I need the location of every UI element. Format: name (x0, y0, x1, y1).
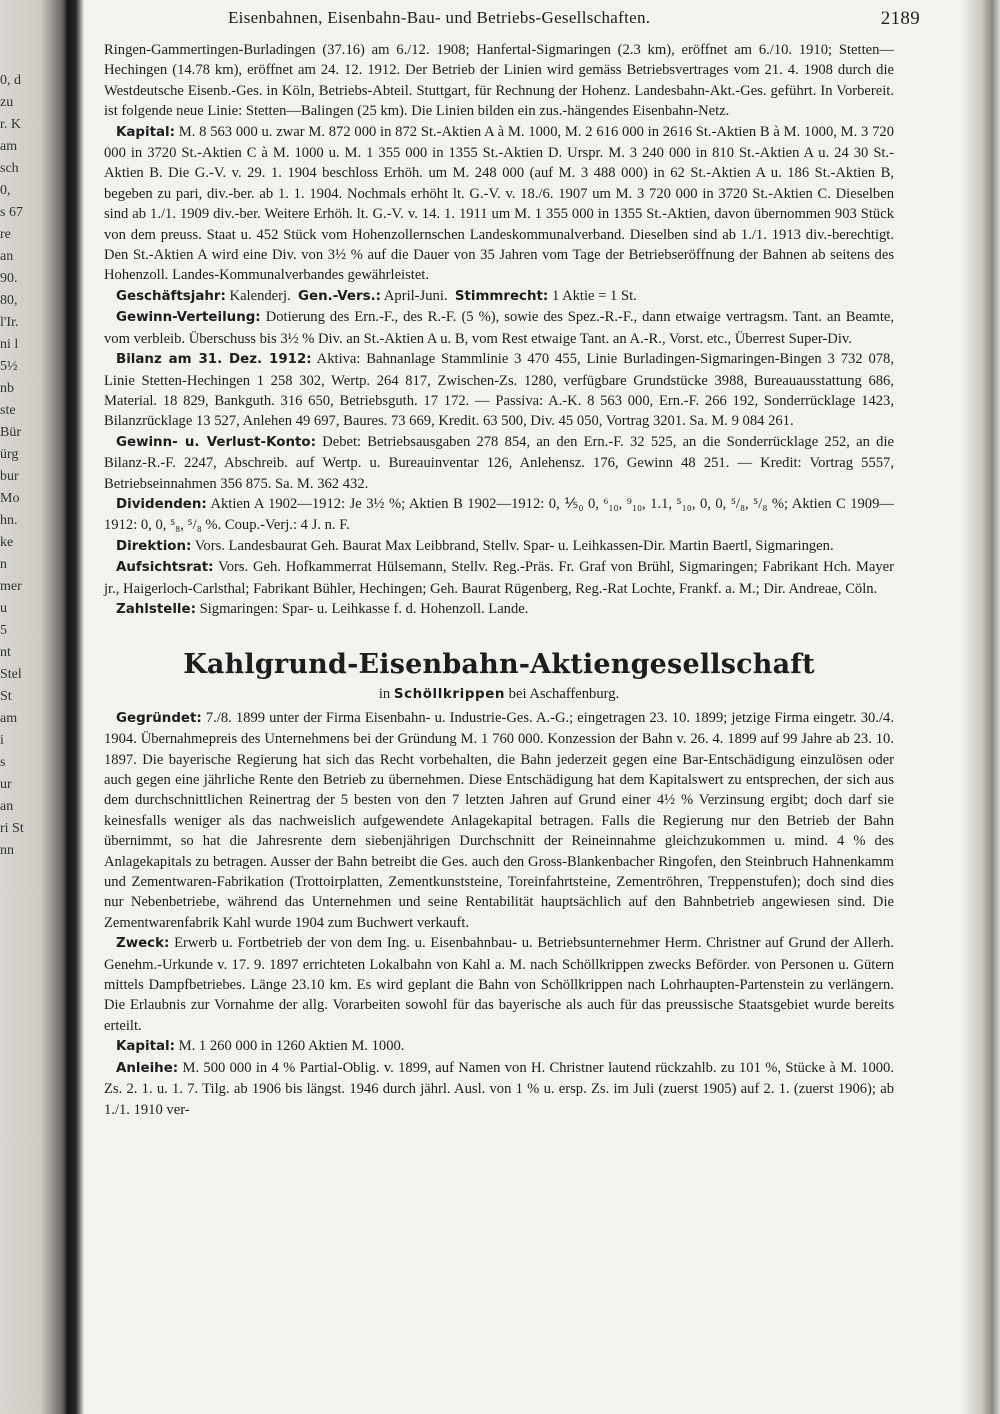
location-town: Schöllkrippen (393, 687, 506, 703)
page-number: 2189 (880, 8, 920, 29)
section1-zahlstelle (104, 599, 894, 620)
location-prefix: in (378, 686, 391, 703)
prev-column-fragment: s (0, 755, 6, 770)
previous-page-column-fragments (0, 70, 62, 1370)
div-text: Aktien A 1902—1912: Je 3½ %; Aktien B 1902—1912: 0, ⅕₀ 0, ⁶₁₀, ⁹₁₀, 1.1, ⁵₁₀, 0, 0, ⁵/₈, ⁵/₈ %; Aktien C 1909—1912: 0, 0, ⁵₈, ⁵/₈ %. Coup.-Verj.: 4 J. n. F. (104, 495, 894, 534)
prev-column-fragment: bur (0, 469, 19, 484)
prev-column-fragment: ke (0, 535, 14, 550)
prev-column-fragment: l'Ir. (0, 315, 19, 330)
page-right-edge (962, 0, 1000, 1414)
prev-column-fragment: ni l (0, 337, 19, 352)
zweck-label: Zweck: (116, 936, 170, 952)
gewinn-label: Gewinn-Verteilung: (116, 310, 261, 326)
zahl-text: Sigmaringen: Spar- u. Leihkasse f. d. Hohenzoll. Lande. (199, 600, 529, 617)
prev-column-fragment: r. K (0, 117, 21, 132)
company-location (104, 684, 894, 705)
section1-intro: Ringen-Gammertingen-Burladingen (37.16) am 6./12. 1908; Hanfertal-Sigmaringen (2.3 km), eröffnet am 6./10. 1910; Stetten—Hechingen (14.78 km), eröffnet am 24. 12. 1912. Der Betrieb der Linien wird gemäss Betriebsvertrages vom 21. 4. 1908 durch die Westdeutsche Eisenb.-Ges. in Köln, Betriebs-Abteil. Stuttgart, für Rechnung der Hohenz. Landesbahn-Akt.-Ges. geführt. In Vorbereit. ist folgende neue Linie: Stetten—Balingen (25 km). Die Linien bilden ein zus.-hängendes Eisenbahn-Netz. (104, 42, 894, 120)
section1-geschaeftsjahr (104, 286, 894, 307)
stimm-text: 1 Aktie = 1 St. (551, 287, 637, 304)
prev-column-fragment: hn. (0, 513, 18, 528)
section1-gewinn (104, 307, 894, 349)
kapital-label: Kapital: (116, 124, 175, 140)
section2-zweck (104, 933, 894, 1036)
prev-column-fragment: 0, (0, 183, 11, 198)
section2-anleihe (104, 1058, 894, 1120)
prev-column-fragment: 0, d (0, 73, 21, 88)
section1-bilanz (104, 349, 894, 432)
prev-column-fragment: 5½ (0, 359, 18, 374)
prev-column-fragment: nb (0, 381, 14, 396)
prev-column-fragment: ur (0, 777, 12, 792)
prev-column-fragment: re (0, 227, 11, 242)
anleihe-label: Anleihe: (116, 1060, 179, 1076)
location-suffix: bei Aschaffenburg. (508, 686, 620, 703)
bilanz-label: Bilanz am 31. Dez. 1912: (116, 352, 312, 368)
prev-column-fragment: nt (0, 645, 11, 660)
prev-column-fragment: s 67 (0, 205, 23, 220)
prev-column-fragment: ürg (0, 447, 19, 462)
prev-column-fragment: 5 (0, 623, 7, 638)
div-label: Dividenden: (116, 496, 207, 512)
anleihe-text: M. 500 000 in 4 % Partial-Oblig. v. 1899, auf Namen von H. Christner lautend rückzahlb. zu 101 %, Stücke à M. 1000. Zs. 2. 1. u. 1. 7. Tilg. ab 1906 bis längst. 1946 durch jährl. Ausl. von 1 % u. ersp. Zs. im Juli (zuerst 1905) auf 2. 1. (zuerst 1906); ab 1./1. 1910 ver- (104, 1059, 894, 1118)
kapital2-text: M. 1 260 000 in 1260 Aktien M. 1000. (178, 1038, 405, 1055)
prev-column-fragment: nn (0, 843, 14, 858)
prev-column-fragment: 90. (0, 271, 18, 286)
prev-column-fragment: zu (0, 95, 14, 110)
ar-label: Aufsichtsrat: (116, 560, 214, 576)
stimm-label: Stimmrecht: (454, 288, 549, 304)
gj-label: Geschäftsjahr: (116, 288, 226, 304)
prev-column-fragment: an (0, 799, 14, 814)
gv-text: April-Juni. (383, 287, 448, 304)
prev-column-fragment: ri St (0, 821, 24, 836)
running-header (100, 8, 930, 34)
prev-column-fragment: St (0, 689, 12, 704)
prev-column-fragment: sch (0, 161, 19, 176)
prev-column-fragment: 80, (0, 293, 18, 308)
company-title: Kahlgrund-Eisenbahn-Aktiengesellschaft (183, 649, 815, 681)
prev-column-fragment: ste (0, 403, 16, 418)
dir-label: Direktion: (116, 538, 192, 554)
section1-guv (104, 432, 894, 494)
dir-text: Vors. Landesbaurat Geh. Baurat Max Leibbrand, Stellv. Spar- u. Leihkassen-Dir. Martin Baertl, Sigmaringen. (194, 537, 834, 554)
bilanz-text: Aktiva: Bahnanlage Stammlinie 3 470 455, Linie Burladingen-Sigmaringen-Bingen 3 732 078, Linie Stetten-Hechingen 1 258 302, Wertp. 264 817, Zwischen-Zs. 1280, verfügbare Grundstücke 3988, Bureauausstattung 686, Material. 18 829, Bankguth. 316 650, Betriebsguth. 17 172. — Passiva: A.-K. 8 563 000, Ern.-F. 266 192, Sonderrücklage 1423, Bilanzrücklage 13 527, Anlehen 49 697, Baures. 73 669, Kredit. 63 500, Div. 45 050, Vortrag 3201. Sa. M. 9 084 261. (104, 351, 894, 430)
page-content (104, 40, 894, 1120)
guv-label: Gewinn- u. Verlust-Konto: (116, 434, 316, 450)
section2-kapital (104, 1036, 894, 1057)
prev-column-fragment: Bür (0, 425, 21, 440)
section1-dividenden (104, 494, 894, 536)
prev-column-fragment: am (0, 711, 18, 726)
header-title: Eisenbahnen, Eisenbahn-Bau- und Betriebs-Gesellschaften. (228, 8, 651, 27)
guv-text: Debet: Betriebsausgaben 278 854, an den Ern.-F. 32 525, an die Sonderrücklage 252, an die Bilanz-R.-F. 2247, Abschreib. auf Wertp. u. Bureauinventar 126, Anlehensz. 176, Gewinn 48 251. — Kredit: Vortrag 5557, Betriebseinnahmen 356 875. Sa. M. 362 432. (104, 433, 894, 492)
prev-column-fragment: Stel (0, 667, 22, 682)
prev-column-fragment: an (0, 249, 14, 264)
zahl-label: Zahlstelle: (116, 601, 196, 617)
kapital-text: M. 8 563 000 u. zwar M. 872 000 in 872 St.-Aktien A à M. 1000, M. 2 616 000 in 2616 St.-Aktien B à M. 1000, M. 3 720 000 in 3720 St.-Aktien C à M. 1000 u. M. 1 355 000 in 1355 St.-Aktien D. Urspr. M. 3 240 000 in 810 St.-Aktien A u. 24 30 St.-Aktien B. Die G.-V. v. 29. 1. 1904 beschloss Erhöh. um M. 248 000 (auf M. 3 488 000) in 62 St.-Aktien A u. 186 St.-Aktien B, begeben zu pari, div.-ber. ab 1. 1. 1904. Nochmals erhöht lt. G.-V. v. 18./6. 1907 um M. 3 720 000 in 3720 St.-Aktien C. Dieselben sind ab 1./1. 1909 div.-ber. Weitere Erhöh. lt. G.-V. v. 14. 1. 1911 um M. 1 355 000 in 1355 St.-Aktien, davon übernommen 903 Stück von dem preuss. Staat u. 452 Stück vom Hohenzollernschen Landeskommunalverband. Dieselben sind ab 1./1. 1913 div.-berechtigt. Den St.-Aktien A wird eine Div. von 3½ % auf die Dauer von 35 Jahren vom Tage der Betriebseröffnung der Bahnen ab seitens des Hohenzoll. Landes-Kommunalverbandes gewährleistet. (104, 123, 894, 284)
prev-column-fragment: am (0, 139, 18, 154)
kapital2-label: Kapital: (116, 1039, 175, 1055)
ar-text: Vors. Geh. Hofkammerrat Hülsemann, Stellv. Reg.-Präs. Fr. Graf von Brühl, Sigmaringen; Fabrikant Hch. Mayer jr., Haigerloch-Carlsthal; Fabrikant Bühler, Hechingen; Geh. Baurat Rügenberg, Reg.-Rat Lochte, Frankf. a. M.; Dir. Andreae, Cöln. (104, 559, 894, 597)
section1-aufsichtsrat (104, 557, 894, 599)
section1-kapital (104, 122, 894, 286)
prev-column-fragment: i (0, 733, 4, 748)
gewinn-text: Dotierung des Ern.-F., des R.-F. (5 %), sowie des Spez.-R.-F., dann etwaige vertragsm. Tant. an Beamte, vom verbleib. Überschuss bis 3½ % Div. an St.-Aktien A u. B, vom Rest etwaige Tant. an A.-R., Vorst. etc., Überrest Super-Div. (104, 309, 894, 347)
gegr-label: Gegründet: (116, 710, 202, 726)
prev-column-fragment: u (0, 601, 7, 616)
prev-column-fragment: mer (0, 579, 22, 594)
prev-column-fragment: n (0, 557, 7, 572)
gj-text: Kalenderj. (229, 287, 291, 304)
section2-gegruendet (104, 708, 894, 933)
prev-column-fragment: Mo (0, 491, 20, 506)
gv-label: Gen.-Vers.: (298, 288, 382, 304)
gegr-text: 7./8. 1899 unter der Firma Eisenbahn- u. Industrie-Ges. A.-G.; eingetragen 23. 10. 1899; jetzige Firma eingetr. 30./4. 1904. Übernahmepreis des Unternehmens bei der Gründung M. 1 760 000. Konzession der Bahn v. 26. 4. 1899 auf 99 Jahre ab 23. 10. 1897. Die bayerische Regierung hat sich das Recht vorbehalten, die Bahn jederzeit gegen eine Bar-Entschädigung einzulösen oder auch gegen eine jährliche Rente den Betrieb zu übernehmen. Diese Entschädigung hat dem Kapitalswert zu entsprechen, der sich aus dem durchschnittlichen Reinertrag der 5 besten von den 7 letzten Jahren auf Grund einer 4½ % Verzinsung ergibt; doch darf sie keinesfalls weniger als das nachweislich aufgewendete Anlagekapital betragen. Falls die Regierung nur den Betrieb der Bahn übernimmt, so hat die Jahresrente dem siebenjährigen Durchschnitt der Reineinnahme gleichzukommen u. mind. 4 % des Anlagekapitals zu betragen. Ausser der Bahn betreibt die Ges. auch den Gross-Blankenbacher Ringofen, den Steinbruch Hahnenkamm und Zementwaren-Fabrikation (Trottoirplatten, Zementkunststeine, Toreinfahrtsteine, Zementröhren, Treppenstufen); doch sind dies nur Nebenbetriebe, während das Unternehmen und seine Rentabilität hauptsächlich auf den Bahnbetrieb angewiesen sind. Die Zementwarenfabrik Kahl wurde 1904 zum Buchwert verkauft. (104, 709, 894, 931)
zweck-text: Erwerb u. Fortbetrieb der von dem Ing. u. Eisenbahnbau- u. Betriebsunternehmer Herm. Christner auf Grund der Allerh. Genehm.-Urkunde v. 17. 9. 1897 errichteten Lokalbahn von Kahl a. M. nach Schöllkrippen zwecks Beförder. von Personen u. Gütern mittels Dampfbetriebes. Länge 23.10 km. Es wird geplant die Bahn von Schöllkrippen nach Lohrhaupten-Partenstein zu verlängern. Die Erlaubnis zur Vornahme der allg. Vorarbeiten sowohl für das bayerische als auch für das preussische Staatsgebiet wurde bereits erteilt. (104, 935, 895, 1034)
section1-direktion (104, 536, 894, 557)
